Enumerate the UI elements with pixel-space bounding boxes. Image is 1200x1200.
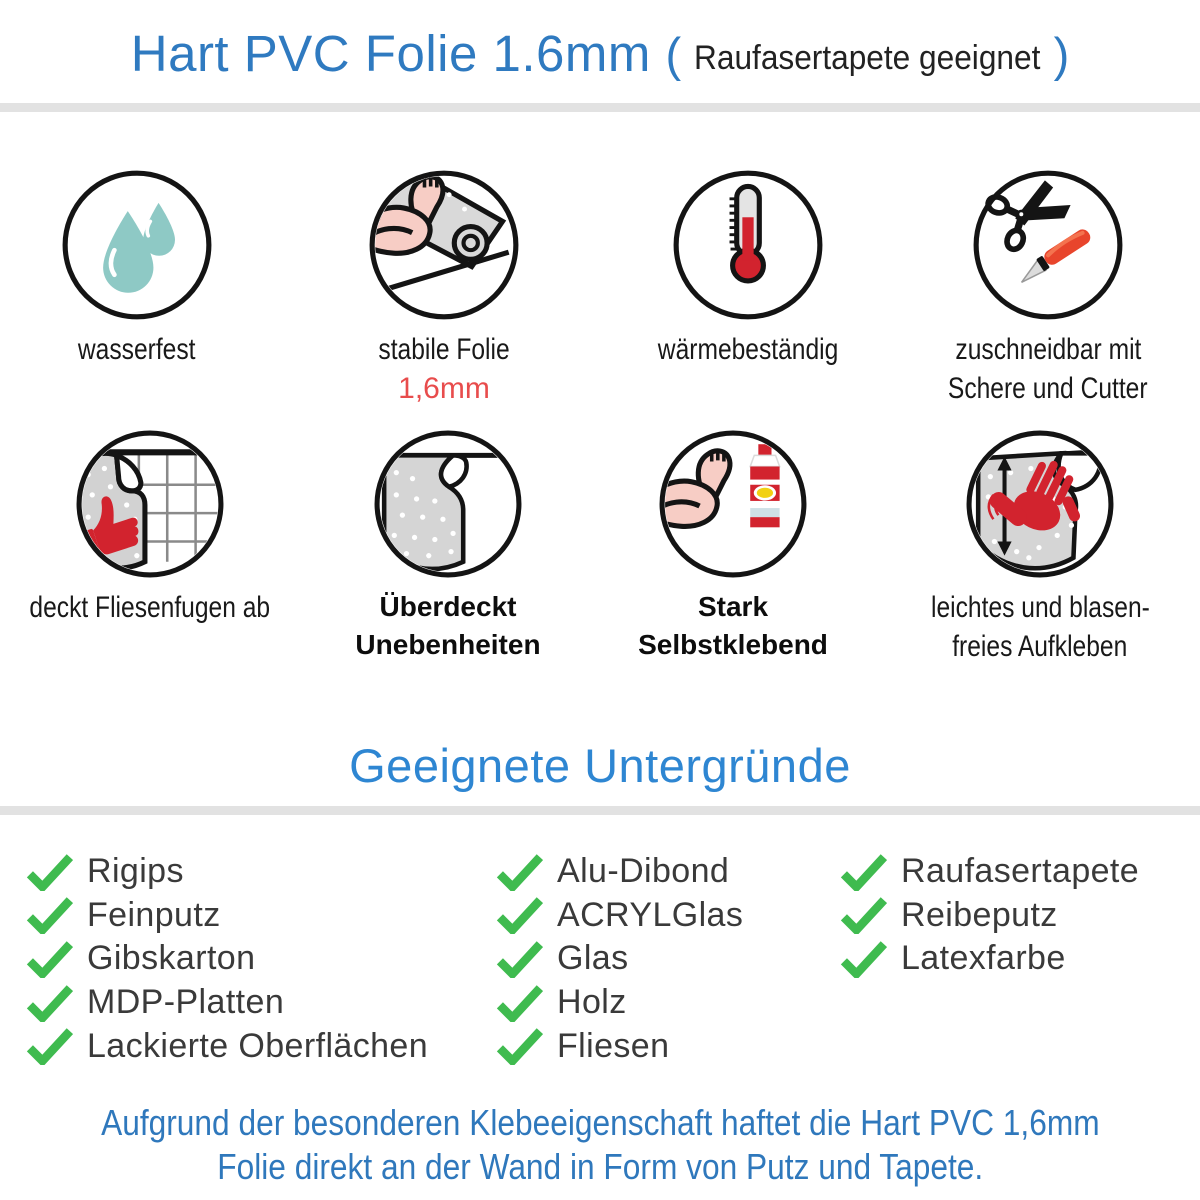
substrate-label: Rigips: [87, 852, 184, 891]
list-item: [496, 850, 743, 894]
check-icon: [26, 1027, 73, 1065]
muscle-glue-icon: [657, 428, 809, 580]
foil-fold-icon: [372, 428, 524, 580]
feature-wasserfest: [0, 168, 287, 369]
list-item: [26, 894, 428, 938]
list-item: [26, 937, 428, 981]
check-icon: [840, 896, 887, 934]
page-title: [0, 24, 1200, 83]
list-item: [840, 850, 1139, 894]
feature-caption: Überdeckt Unebenheiten: [355, 591, 541, 660]
list-item: [26, 1024, 428, 1068]
divider-top: [0, 103, 1200, 112]
substrate-label: Glas: [557, 939, 629, 978]
substrate-label: Holz: [557, 983, 627, 1022]
feature-caption: wärmebeständig: [657, 333, 839, 366]
check-icon: [496, 940, 543, 978]
list-item: [496, 1024, 743, 1068]
substrate-label: MDP-Platten: [87, 983, 285, 1022]
feature-unebenheiten: [298, 428, 598, 664]
feature-caption: deckt Fliesenfugen ab: [29, 591, 271, 624]
title-main: Hart PVC Folie 1.6mm: [130, 25, 666, 82]
title-paren-open: (: [665, 28, 682, 81]
hand-smoothing-icon: [964, 428, 1116, 580]
list-item: [26, 981, 428, 1025]
substrate-label: Alu-Dibond: [557, 852, 730, 891]
check-icon: [26, 896, 73, 934]
substrate-label: ACRYLGlas: [557, 895, 744, 934]
check-icon: [840, 940, 887, 978]
check-icon: [496, 1027, 543, 1065]
substrate-label: Feinputz: [87, 895, 221, 934]
list-item: [496, 981, 743, 1025]
list-item: [26, 850, 428, 894]
feature-stabile-folie: [294, 168, 594, 409]
list-item: [496, 937, 743, 981]
feature-caption: Stark Selbstklebend: [638, 591, 828, 660]
muscle-foil-icon: [367, 168, 521, 322]
substrate-column-1: [26, 850, 428, 1068]
substrate-label: Lackierte Oberflächen: [87, 1026, 429, 1065]
substrate-column-2: [496, 850, 743, 1068]
feature-selbstklebend: [583, 428, 883, 664]
list-item: [496, 894, 743, 938]
check-icon: [26, 853, 73, 891]
footer-line-2: Folie direkt an der Wand in Form von Putz und Tapete.: [216, 1146, 983, 1187]
title-note: Raufasertapete geeignet: [694, 39, 1041, 77]
footer-line-1: Aufgrund der besonderen Klebeeigenschaft haftet die Hart PVC 1,6mm: [100, 1102, 1100, 1143]
divider-middle: [0, 806, 1200, 815]
glue-tube: [750, 444, 779, 527]
water-drops-icon: [60, 168, 214, 322]
section-title: Geeignete Untergründe: [349, 739, 851, 792]
feature-zuschneidbar: [898, 168, 1198, 408]
substrate-label: Reibeputz: [901, 895, 1058, 934]
check-icon: [496, 984, 543, 1022]
feature-caption: stabile Folie: [378, 333, 510, 366]
feature-caption: wasserfest: [78, 333, 196, 366]
tile-joints-thumb-icon: [74, 428, 226, 580]
list-item: [840, 937, 1139, 981]
thickness-highlight: 1,6mm: [398, 372, 490, 405]
feature-caption: zuschneidbar mit Schere und Cutter: [948, 333, 1148, 405]
check-icon: [840, 853, 887, 891]
substrate-label: Raufasertapete: [901, 852, 1140, 891]
substrate-label: Latexfarbe: [901, 939, 1066, 978]
check-icon: [26, 940, 73, 978]
thermometer-icon: [671, 168, 825, 322]
check-icon: [496, 896, 543, 934]
feature-waermebestaendig: [598, 168, 898, 369]
check-icon: [496, 853, 543, 891]
feature-blasenfrei: [890, 428, 1190, 666]
scissors-cutter-icon: [971, 168, 1125, 322]
title-paren-close: ): [1053, 28, 1070, 81]
list-item: [840, 894, 1139, 938]
substrate-column-3: [840, 850, 1139, 981]
substrate-label: Fliesen: [557, 1026, 670, 1065]
substrate-label: Gibskarton: [87, 939, 256, 978]
check-icon: [26, 984, 73, 1022]
feature-caption: leichtes und blasen- freies Aufkleben: [930, 591, 1150, 663]
feature-fliesenfugen: [0, 428, 300, 627]
